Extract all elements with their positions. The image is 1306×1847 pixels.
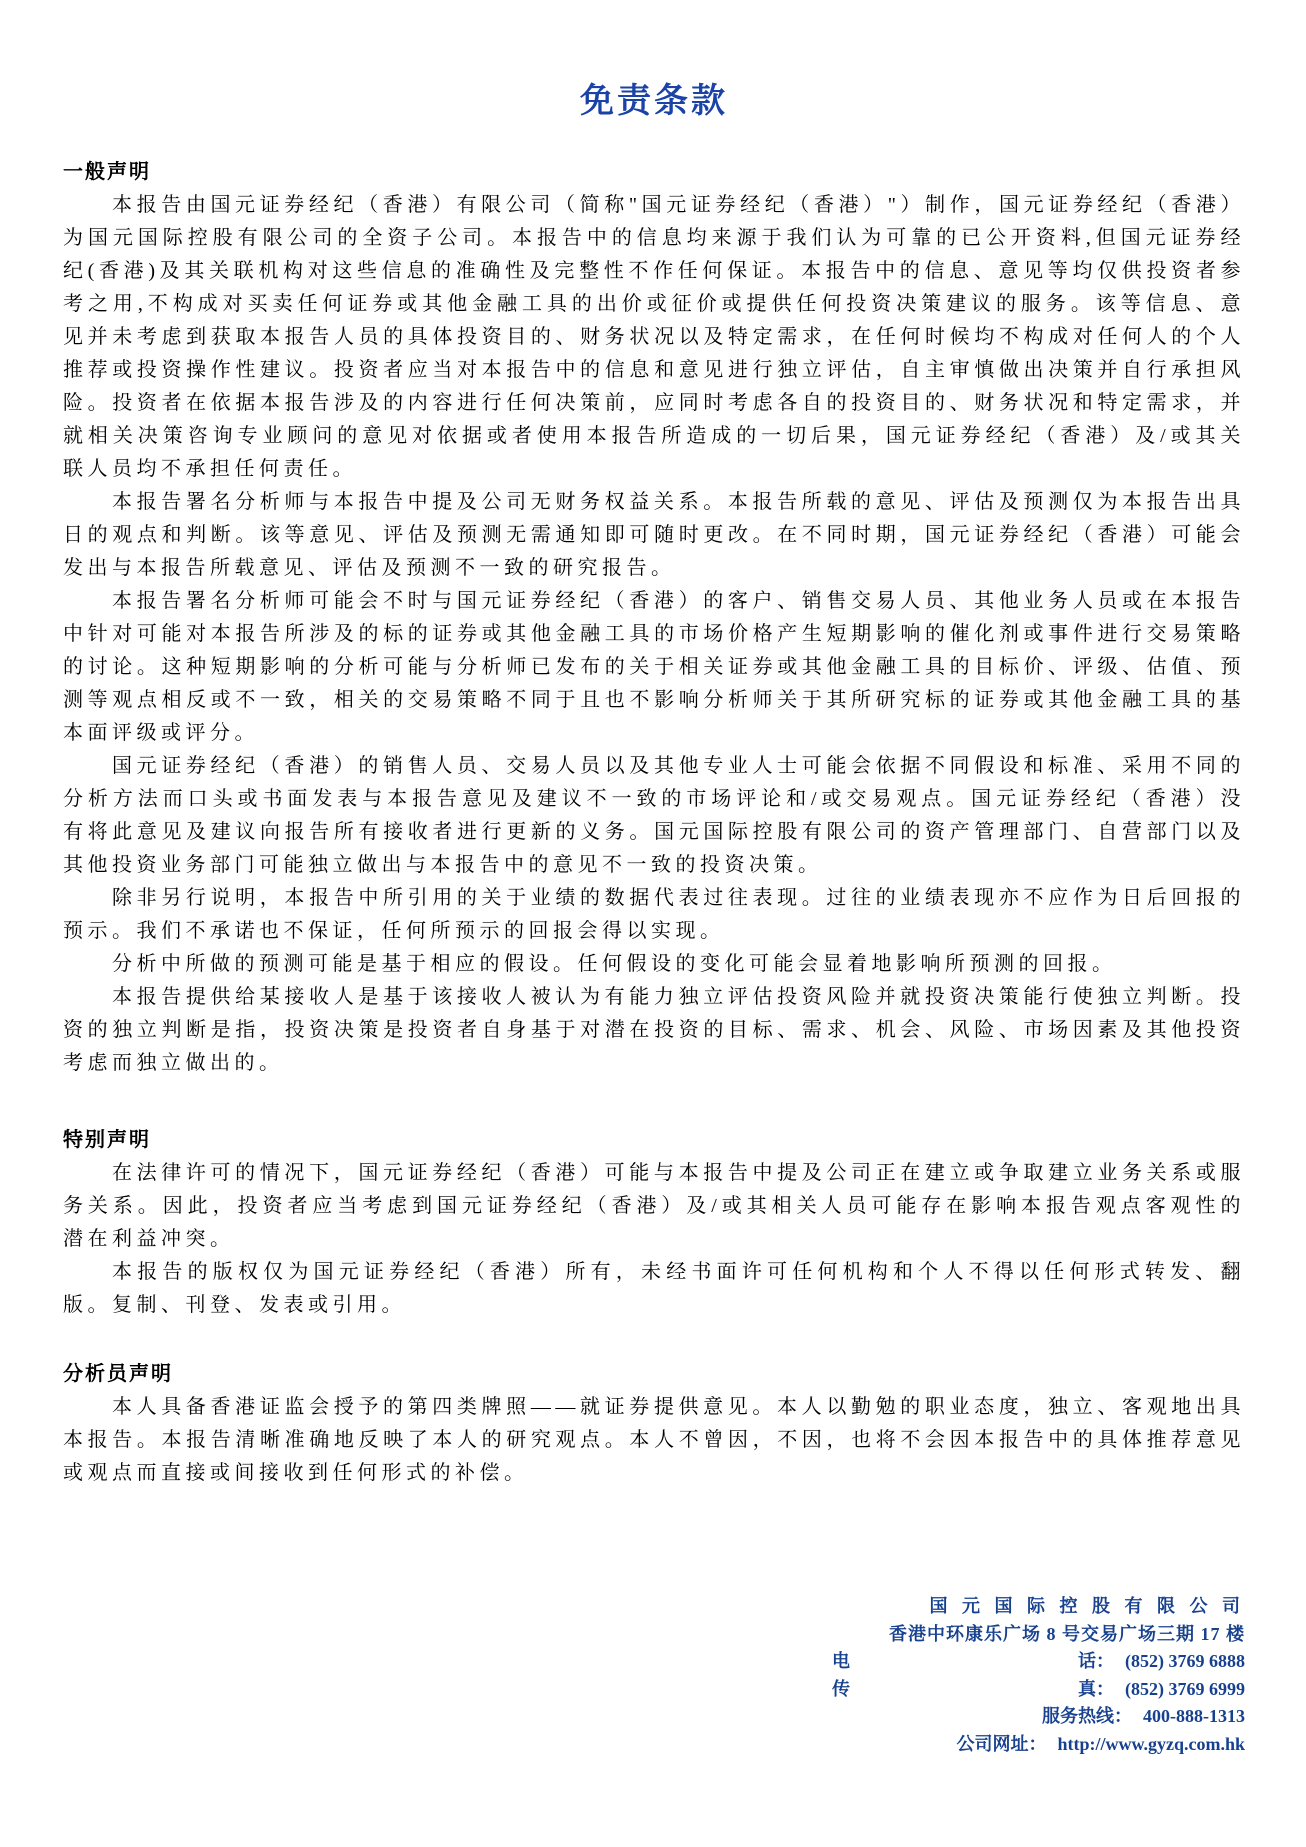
contact-block	[832, 1593, 1245, 1758]
paragraph: 本报告的版权仅为国元证券经纪（香港）所有，未经书面许可任何机构和个人不得以任何形式转发、翻版。复制、刊登、发表或引用。	[63, 1261, 1245, 1316]
company-address: 香港中环康乐广场 8 号交易广场三期 17 楼	[889, 1623, 1245, 1644]
hotline-line	[832, 1703, 1245, 1731]
phone-label-right: 话：	[1078, 1651, 1114, 1671]
fax-label-left: 传	[832, 1678, 850, 1699]
section-heading: 特别声明	[63, 1129, 151, 1151]
section-heading: 分析员声明	[63, 1363, 173, 1385]
phone-line	[832, 1648, 1245, 1676]
website-link[interactable]: http://www.gyzq.com.hk	[1057, 1733, 1245, 1754]
phone-label	[832, 1648, 1114, 1676]
website-label: 公司网址：	[956, 1733, 1047, 1754]
paragraph: 本报告署名分析师可能会不时与国元证券经纪（香港）的客户、销售交易人员、其他业务人员或在本报告中针对可能对本报告所涉及的标的证券或其他金融工具的市场价格产生短期影响的催化剂或事件进行交易策略的讨论。这种短期影响的分析可能与分析师已发布的关于相关证券或其他金融工具的目标价、评级、估值、预测等观点相反或不一致，相关的交易策略不同于且也不影响分析师关于其所研究标的证券或其他金融工具的基本面评级或评分。	[63, 590, 1245, 744]
paragraph: 本人具备香港证监会授予的第四类牌照——就证券提供意见。本人以勤勉的职业态度，独立、客观地出具本报告。本报告清晰准确地反映了本人的研究观点。本人不曾因，不因，也将不会因本报告中的具体推荐意见或观点而直接或间接收到任何形式的补偿。	[63, 1396, 1245, 1484]
phone-label-left: 电	[832, 1651, 850, 1671]
phone-number: (852) 3769 6888	[1125, 1651, 1245, 1671]
hotline-number: 400-888-1313	[1143, 1706, 1245, 1726]
paragraph: 本报告署名分析师与本报告中提及公司无财务权益关系。本报告所载的意见、评估及预测仅为本报告出具日的观点和判断。该等意见、评估及预测无需通知即可随时更改。在不同时期，国元证券经纪（香港）可能会发出与本报告所载意见、评估及预测不一致的研究报告。	[63, 491, 1245, 579]
fax-number: (852) 3769 6999	[1125, 1678, 1245, 1699]
fax-label	[832, 1676, 1114, 1704]
paragraph: 国元证券经纪（香港）的销售人员、交易人员以及其他专业人士可能会依据不同假设和标准、采用不同的分析方法而口头或书面发表与本报告意见及建议不一致的市场评论和/或交易观点。国元证券经纪（香港）没有将此意见及建议向报告所有接收者进行更新的义务。国元国际控股有限公司的资产管理部门、自营部门以及其他投资业务部门可能独立做出与本报告中的意见不一致的投资决策。	[63, 755, 1245, 876]
paragraph: 在法律许可的情况下，国元证券经纪（香港）可能与本报告中提及公司正在建立或争取建立业务关系或服务关系。因此，投资者应当考虑到国元证券经纪（香港）及/或其相关人员可能存在影响本报告观点客观性的潜在利益冲突。	[63, 1162, 1245, 1250]
website-line	[832, 1731, 1245, 1759]
section-heading: 一般声明	[63, 161, 151, 183]
paragraph: 本报告提供给某接收人是基于该接收人被认为有能力独立评估投资风险并就投资决策能行使独立判断。投资的独立判断是指，投资决策是投资者自身基于对潜在投资的目标、需求、机会、风险、市场因素及其他投资考虑而独立做出的。	[63, 986, 1245, 1074]
company-name: 国 元 国 际 控 股 有 限 公 司	[929, 1596, 1245, 1616]
section-analyst-statement	[63, 1358, 1245, 1490]
paragraph: 本报告由国元证券经纪（香港）有限公司（简称"国元证券经纪（香港）"）制作，国元证券经纪（香港）为国元国际控股有限公司的全资子公司。本报告中的信息均来源于我们认为可靠的已公开资料,但国元证券经纪(香港)及其关联机构对这些信息的准确性及完整性不作任何保证。本报告中的信息、意见等均仅供投资者参考之用,不构成对买卖任何证券或其他金融工具的出价或征价或提供任何投资决策建议的服务。该等信息、意见并未考虑到获取本报告人员的具体投资目的、财务状况以及特定需求，在任何时候均不构成对任何人的个人推荐或投资操作性建议。投资者应当对本报告中的信息和意见进行独立评估，自主审慎做出决策并自行承担风险。投资者在依据本报告涉及的内容进行任何决策前，应同时考虑各自的投资目的、财务状况和特定需求，并就相关决策咨询专业顾问的意见对依据或者使用本报告所造成的一切后果，国元证券经纪（香港）及/或其关联人员均不承担任何责任。	[63, 194, 1245, 480]
paragraph: 分析中所做的预测可能是基于相应的假设。任何假设的变化可能会显着地影响所预测的回报。	[112, 953, 1117, 975]
fax-label-right: 真：	[1078, 1678, 1114, 1699]
section-special-statement	[63, 1124, 1245, 1322]
paragraph: 除非另行说明，本报告中所引用的关于业绩的数据代表过往表现。过往的业绩表现亦不应作为日后回报的预示。我们不承诺也不保证，任何所预示的回报会得以实现。	[63, 887, 1245, 942]
section-general-statement	[63, 156, 1245, 1080]
hotline-label: 服务热线：	[1042, 1706, 1132, 1726]
fax-line	[832, 1676, 1245, 1704]
page-title: 免责条款	[580, 83, 728, 120]
